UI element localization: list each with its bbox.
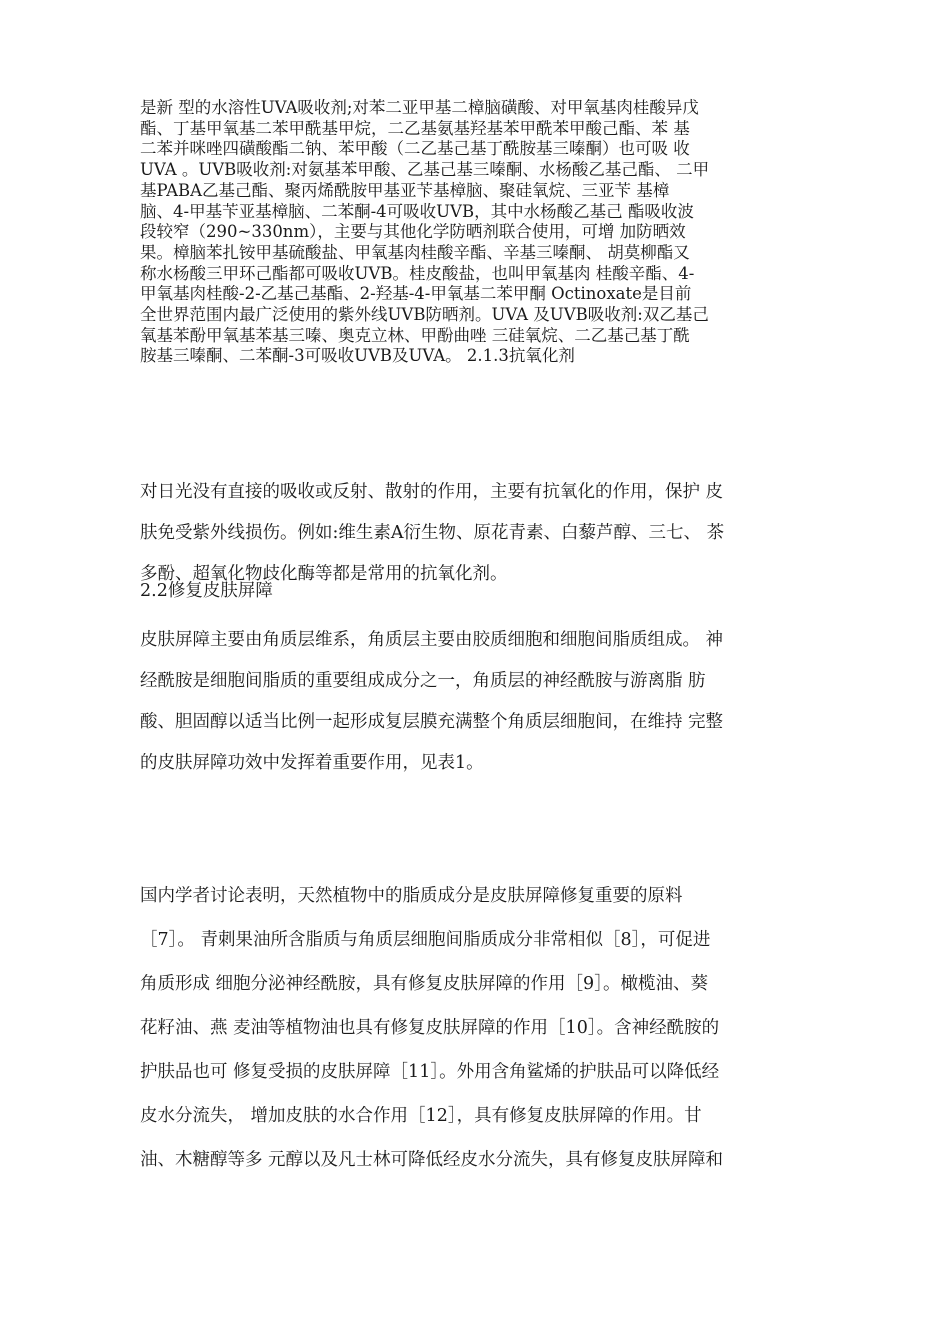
text-line: 甲氧基肉桂酸-2-乙基己基酯、2-羟基-4-甲氧基二苯甲酮 Octinoxate是目前 xyxy=(140,284,692,304)
section-heading: 2.2修复皮肤屏障 xyxy=(140,581,273,601)
paragraph-plant-lipids xyxy=(140,874,825,1182)
text-line: 酸、胆固醇以适当比例一起形成复层膜充满整个角质层细胞间，在维持 完整 xyxy=(140,712,724,732)
text-line: 经酰胺是细胞间脂质的重要组成成分之一，角质层的神经酰胺与游离脂 肪 xyxy=(140,671,706,691)
text-line: 皮肤屏障主要由角质层维系，角质层主要由胶质细胞和细胞间脂质组成。 神 xyxy=(140,630,724,650)
text-line: 酯、丁基甲氧基二苯甲酰基甲烷，二乙基氨基羟基苯甲酰苯甲酸己酯、苯 基 xyxy=(140,118,690,138)
text-line: 油、木糖醇等多 元醇以及凡士林可降低经皮水分流失，具有修复皮肤屏障和 xyxy=(140,1150,724,1170)
text-line: 肤免受紫外线损伤。例如:维生素A衍生物、原花青素、白藜芦醇、三七、 茶 xyxy=(140,523,725,543)
text-line: 是新 型的水溶性UVA吸收剂;对苯二亚甲基二樟脑磺酸、对甲氧基肉桂酸异戊 xyxy=(140,98,699,117)
text-line: 二苯并咪唑四磺酸酯二钠、苯甲酸（二乙基己基丁酰胺基三嗪酮）也可吸 收 xyxy=(140,139,690,159)
text-line: UVA 。UVB吸收剂:对氨基苯甲酸、乙基己基三嗪酮、水杨酸乙基己酯、 二甲 xyxy=(140,160,710,180)
text-line: 角质形成 细胞分泌神经酰胺，具有修复皮肤屏障的作用［9］。橄榄油、葵 xyxy=(140,974,708,994)
paragraph-skin-barrier xyxy=(140,620,825,784)
text-line: 氧基苯酚甲氧基苯基三嗪、奥克立林、甲酚曲唑 三硅氧烷、二乙基己基丁酰 xyxy=(140,325,690,345)
text-line: 皮水分流失， 增加皮肤的水合作用［12］，具有修复皮肤屏障的作用。甘 xyxy=(140,1106,702,1126)
text-line: 称水杨酸三甲环己酯都可吸收UVB。桂皮酸盐，也叫甲氧基肉 桂酸辛酯、4- xyxy=(140,263,695,283)
text-line: 脑、4-甲基苄亚基樟脑、二苯酮-4可吸收UVB，其中水杨酸乙基己 酯吸收波 xyxy=(140,201,694,221)
text-line: 全世界范围内最广泛使用的紫外线UVB防晒剂。UVA 及UVB吸收剂:双乙基己 xyxy=(140,305,709,325)
text-line: 段较窄（290~330nm），主要与其他化学防晒剂联合使用，可增 加防晒效 xyxy=(140,222,686,242)
text-line: 胺基三嗪酮、二苯酮-3可吸收UVB及UVA。 2.1.3抗氧化剂 xyxy=(140,346,575,366)
text-line: ［7］。 青刺果油所含脂质与角质层细胞间脂质成分非常相似［8］，可促进 xyxy=(140,930,711,950)
paragraph-antioxidants xyxy=(140,472,825,595)
text-line: 基PABA乙基己酯、聚丙烯酰胺甲基亚苄基樟脑、聚硅氧烷、三亚苄 基樟 xyxy=(140,180,670,200)
text-line: 花籽油、燕 麦油等植物油也具有修复皮肤屏障的作用［10］。含神经酰胺的 xyxy=(140,1018,720,1038)
paragraph-uv-absorbers xyxy=(140,98,825,367)
text-line: 国内学者讨论表明，天然植物中的脂质成分是皮肤屏障修复重要的原料 xyxy=(140,886,683,906)
text-line: 果。樟脑苯扎铵甲基硫酸盐、甲氧基肉桂酸辛酯、辛基三嗪酮、 胡莫柳酯又 xyxy=(140,242,690,262)
text-line: 护肤品也可 修复受损的皮肤屏障［11］。外用含角鲨烯的护肤品可以降低经 xyxy=(140,1062,720,1082)
text-line: 多酚、超氧化物歧化酶等都是常用的抗氧化剂。 xyxy=(140,564,508,584)
text-line: 对日光没有直接的吸收或反射、散射的作用，主要有抗氧化的作用，保护 皮 xyxy=(140,482,724,502)
document-page xyxy=(140,98,825,1170)
text-line: 的皮肤屏障功效中发挥着重要作用，见表1。 xyxy=(140,753,484,773)
